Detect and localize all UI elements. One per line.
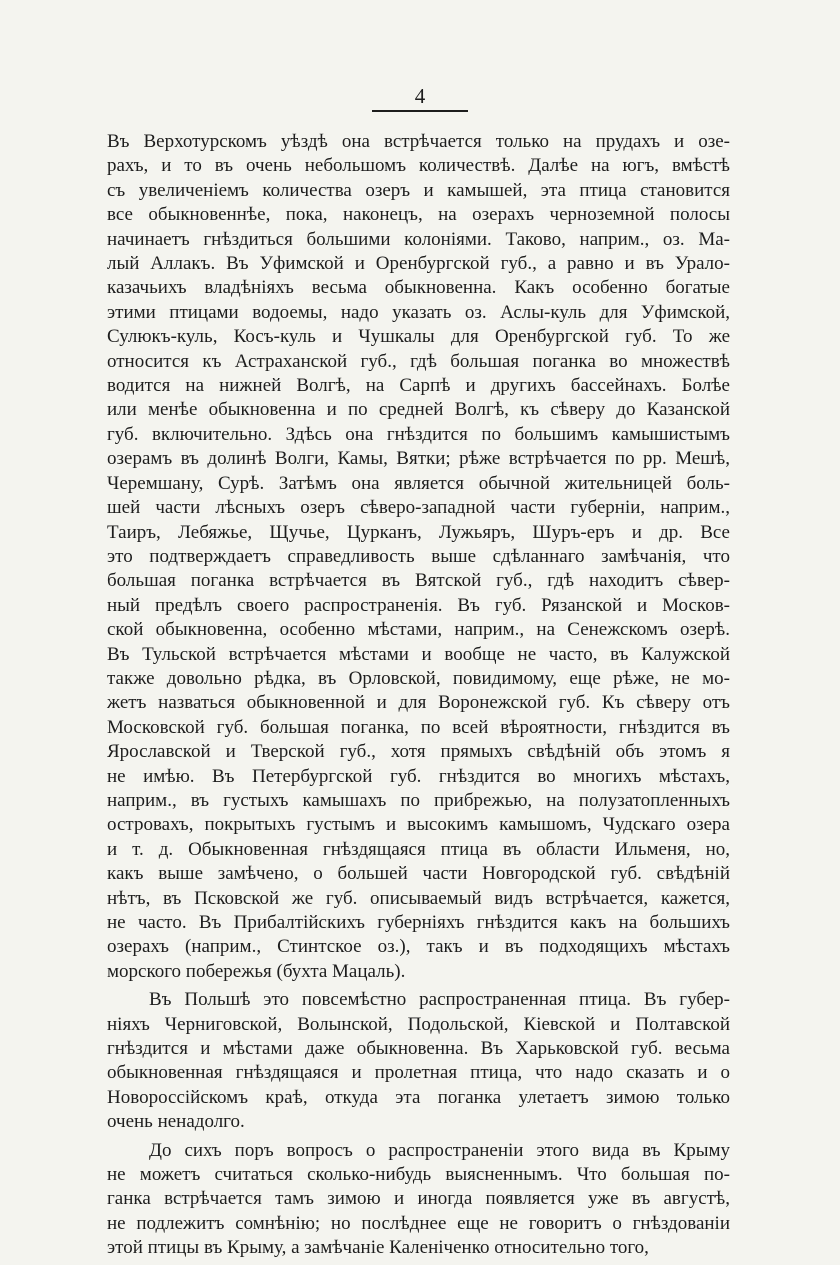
text-line: островахъ, покрытыхъ густымъ и высокимъ камышомъ, Чудскаго озера [107, 814, 730, 836]
text-line: начинаетъ гнѣздиться большими колоніями. Таково, наприм., оз. Ма- [107, 228, 730, 250]
text-line: морского побережья (бухта Мацаль). [107, 960, 406, 982]
text-line: озерамъ въ долинѣ Волги, Камы, Вятки; рѣже встрѣчается по рр. Мешѣ, [107, 448, 730, 470]
text-line: водится на нижней Волгѣ, на Сарпѣ и другихъ бассейнахъ. Болѣе [107, 375, 730, 397]
text-line: съ увеличеніемъ количества озеръ и камышей, эта птица становится [107, 179, 730, 201]
text-line: гнѣздится и мѣстами даже обыкновенна. Въ Харьковской губ. весьма [107, 1038, 730, 1060]
text-line: относится къ Астраханской губ., гдѣ большая поганка во множествѣ [107, 350, 730, 372]
text-line: все обыкновеннѣе, пока, наконецъ, на озерахъ черноземной полосы [107, 204, 730, 226]
text-line: Въ Польшѣ это повсемѣстно распространенная птица. Въ губер- [149, 989, 730, 1011]
text-line: очень ненадолго. [107, 1111, 245, 1133]
text-line: ской обыкновенна, особенно мѣстами, наприм., на Сенежскомъ озерѣ. [107, 619, 730, 641]
paragraph [107, 988, 730, 1134]
text-line: какъ выше замѣчено, о большей части Новгородской губ. свѣдѣній [107, 863, 730, 885]
text-line: Въ Тульской встрѣчается мѣстами и вообще не часто, въ Калужской [107, 643, 730, 665]
text-line: ганка встрѣчается тамъ зимою и иногда появляется уже въ августѣ, [107, 1188, 730, 1210]
text-line: этой птицы въ Крыму, а замѣчаніе Каленіченко относительно того, [107, 1237, 649, 1259]
page-number: 4 [372, 84, 468, 112]
text-line: не можетъ считаться сколько-нибудь выясненнымъ. Что большая по- [107, 1164, 730, 1186]
text-line: Черемшану, Сурѣ. Затѣмъ она является обычной жительницей боль- [107, 472, 730, 494]
text-line: ніяхъ Черниговской, Волынской, Подольской, Кіевской и Полтавской [107, 1013, 730, 1035]
text-line: Новороссійскомъ краѣ, откуда эта поганка улетаетъ зимою только [107, 1086, 730, 1108]
text-line: Въ Верхотурскомъ уѣздѣ она встрѣчается только на прудахъ и озе- [107, 131, 730, 152]
text-line: казачьихъ владѣніяхъ весьма обыкновенна. Какъ особенно богатые [107, 277, 730, 299]
body-text [107, 130, 730, 1265]
text-line: нѣтъ, въ Псковской же губ. описываемый видъ встрѣчается, кажется, [107, 887, 730, 909]
text-line: озерахъ (наприм., Стинтское оз.), такъ и въ подходящихъ мѣстахъ [107, 936, 730, 958]
text-line: большая поганка встрѣчается въ Вятской губ., гдѣ находитъ сѣвер- [107, 570, 730, 592]
text-line: Таиръ, Лебяжье, Щучье, Цурканъ, Лужьяръ, Шуръ-еръ и др. Все [107, 521, 730, 543]
text-line: не подлежитъ сомнѣнію; но послѣднее еще не говоритъ о гнѣздованіи [107, 1212, 730, 1234]
text-line: Ярославской и Тверской губ., хотя прямыхъ свѣдѣній объ этомъ я [107, 741, 730, 763]
text-line: и т. д. Обыкновенная гнѣздящаяся птица въ области Ильменя, но, [107, 838, 730, 860]
text-line: или менѣе обыкновенна и по средней Волгѣ, къ сѣверу до Казанской [107, 399, 730, 421]
text-line: это подтверждаетъ справедливость выше сдѣланнаго замѣчанія, что [107, 545, 730, 567]
text-line: не имѣю. Въ Петербургской губ. гнѣздится во многихъ мѣстахъ, [107, 765, 730, 787]
text-line: ный предѣлъ своего распространенія. Въ губ. Рязанской и Москов- [107, 594, 730, 616]
text-line: шей части лѣсныхъ озеръ сѣверо-западной части губерніи, наприм., [107, 497, 730, 519]
text-line: Сулюкъ-куль, Косъ-куль и Чушкалы для Оренбургской губ. То же [107, 326, 730, 348]
text-line: До сихъ поръ вопросъ о распространеніи этого вида въ Крыму [149, 1139, 730, 1161]
text-line: Московской губ. большая поганка, по всей вѣроятности, гнѣздится въ [107, 716, 730, 738]
text-line: обыкновенная гнѣздящаяся и пролетная птица, что надо сказать и о [107, 1062, 730, 1084]
text-line: этими птицами водоемы, надо указать оз. Аслы-куль для Уфимской, [107, 301, 730, 323]
text-line: лый Аллакъ. Въ Уфимской и Оренбургской губ., а равно и въ Урало- [107, 253, 730, 275]
text-line: наприм., въ густыхъ камышахъ по прибрежью, на полузатопленныхъ [107, 789, 730, 811]
paragraph [107, 130, 730, 984]
text-line: губ. включительно. Здѣсь она гнѣздится по большимъ камышистымъ [107, 423, 730, 445]
text-line: рахъ, и то въ очень небольшомъ количествѣ. Далѣе на югъ, вмѣстѣ [107, 155, 730, 177]
text-line: не часто. Въ Прибалтійскихъ губерніяхъ гнѣздится какъ на большихъ [107, 912, 730, 933]
text-line: также довольно рѣдка, въ Орловской, повидимому, еще рѣже, не мо- [107, 667, 730, 689]
page-header [0, 84, 840, 112]
paragraph [107, 1139, 730, 1261]
text-line: жетъ назваться обыкновенной и для Воронежской губ. Къ сѣверу отъ [107, 692, 730, 714]
